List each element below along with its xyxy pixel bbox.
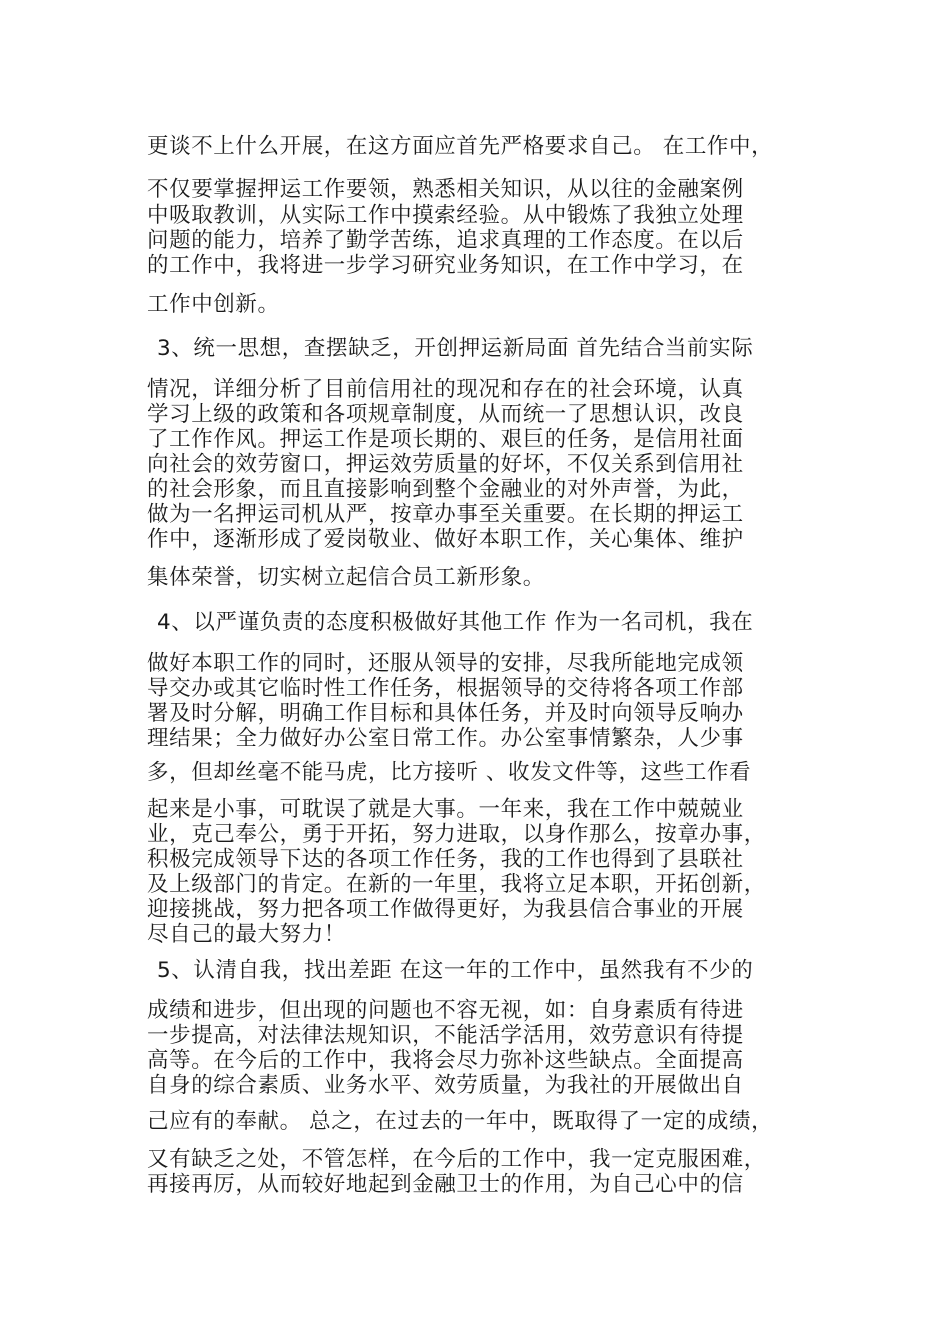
section-heading-line: 5、认清自我，找出差距 在这一年的工作中，虽然我有不少的 bbox=[157, 958, 754, 983]
text-line: 导交办或其它临时性工作任务，根据领导的交待将各项工作部 bbox=[147, 676, 744, 701]
text-line: 中吸取教训，从实际工作中摸索经验。从中锻炼了我独立处理 bbox=[147, 203, 744, 228]
text-line: 作中，逐渐形成了爱岗敬业、做好本职工作，关心集体、维护 bbox=[147, 527, 744, 552]
text-line: 起来是小事，可耽误了就是大事。一年来，我在工作中兢兢业 bbox=[147, 797, 744, 822]
text-line: 向社会的效劳窗口，押运效劳质量的好坏，不仅关系到信用社 bbox=[147, 452, 744, 477]
text-line: 不仅要掌握押运工作要领，熟悉相关知识，从以往的金融案例 bbox=[147, 177, 744, 202]
text-line: 情况，详细分析了目前信用社的现况和存在的社会环境，认真 bbox=[147, 377, 744, 402]
text-line: 了工作作风。押运工作是项长期的、艰巨的任务，是信用社面 bbox=[147, 427, 744, 452]
text-line: 理结果；全力做好办公室日常工作。办公室事情繁杂，人少事 bbox=[147, 726, 744, 751]
text-line: 工作中创新。 bbox=[147, 292, 280, 317]
text-line: 业，克己奉公，勇于开拓，努力进取，以身作那么，按章办事， bbox=[147, 822, 766, 847]
text-line: 集体荣誉，切实树立起信合员工新形象。 bbox=[147, 565, 545, 590]
text-line: 高等。在今后的工作中，我将会尽力弥补这些缺点。全面提高 bbox=[147, 1048, 744, 1073]
section-heading-line: 4、以严谨负责的态度积极做好其他工作 作为一名司机，我在 bbox=[157, 610, 754, 635]
text-line: 的工作中，我将进一步学习研究业务知识，在工作中学习，在 bbox=[147, 253, 744, 278]
text-line: 更谈不上什么开展，在这方面应首先严格要求自己。 在工作中， bbox=[147, 134, 774, 159]
text-line: 自身的综合素质、业务水平、效劳质量，为我社的开展做出自 bbox=[147, 1073, 744, 1098]
text-line: 一步提高，对法律法规知识，不能活学活用，效劳意识有待提 bbox=[147, 1023, 744, 1048]
text-line: 己应有的奉献。 总之，在过去的一年中，既取得了一定的成绩， bbox=[147, 1109, 774, 1134]
section-heading-line: 3、统一思想，查摆缺乏，开创押运新局面 首先结合当前实际 bbox=[157, 336, 754, 361]
text-line: 署及时分解，明确工作目标和具体任务，并及时向领导反响办 bbox=[147, 701, 744, 726]
text-line: 积极完成领导下达的各项工作任务，我的工作也得到了县联社 bbox=[147, 847, 744, 872]
text-line: 多，但却丝毫不能马虎，比方接听 、收发文件等，这些工作看 bbox=[147, 760, 752, 785]
text-line: 再接再厉，从而较好地起到金融卫士的作用，为自己心中的信 bbox=[147, 1172, 744, 1197]
text-line: 做好本职工作的同时，还服从领导的安排，尽我所能地完成领 bbox=[147, 651, 744, 676]
text-line: 学习上级的政策和各项规章制度，从而统一了思想认识，改良 bbox=[147, 402, 744, 427]
text-line: 迎接挑战，努力把各项工作做得更好，为我县信合事业的开展 bbox=[147, 897, 744, 922]
text-line: 问题的能力，培养了勤学苦练，追求真理的工作态度。在以后 bbox=[147, 228, 744, 253]
text-line: 又有缺乏之处，不管怎样，在今后的工作中，我一定克服困难， bbox=[147, 1147, 766, 1172]
text-line: 的社会形象，而且直接影响到整个金融业的对外声誉，为此， bbox=[147, 477, 744, 502]
text-line: 及上级部门的肯定。在新的一年里，我将立足本职，开拓创新， bbox=[147, 872, 766, 897]
text-line: 做为一名押运司机从严，按章办事至关重要。在长期的押运工 bbox=[147, 502, 744, 527]
text-line: 尽自己的最大努力！ bbox=[147, 922, 346, 947]
text-line: 成绩和进步，但出现的问题也不容无视，如：自身素质有待进 bbox=[147, 998, 744, 1023]
